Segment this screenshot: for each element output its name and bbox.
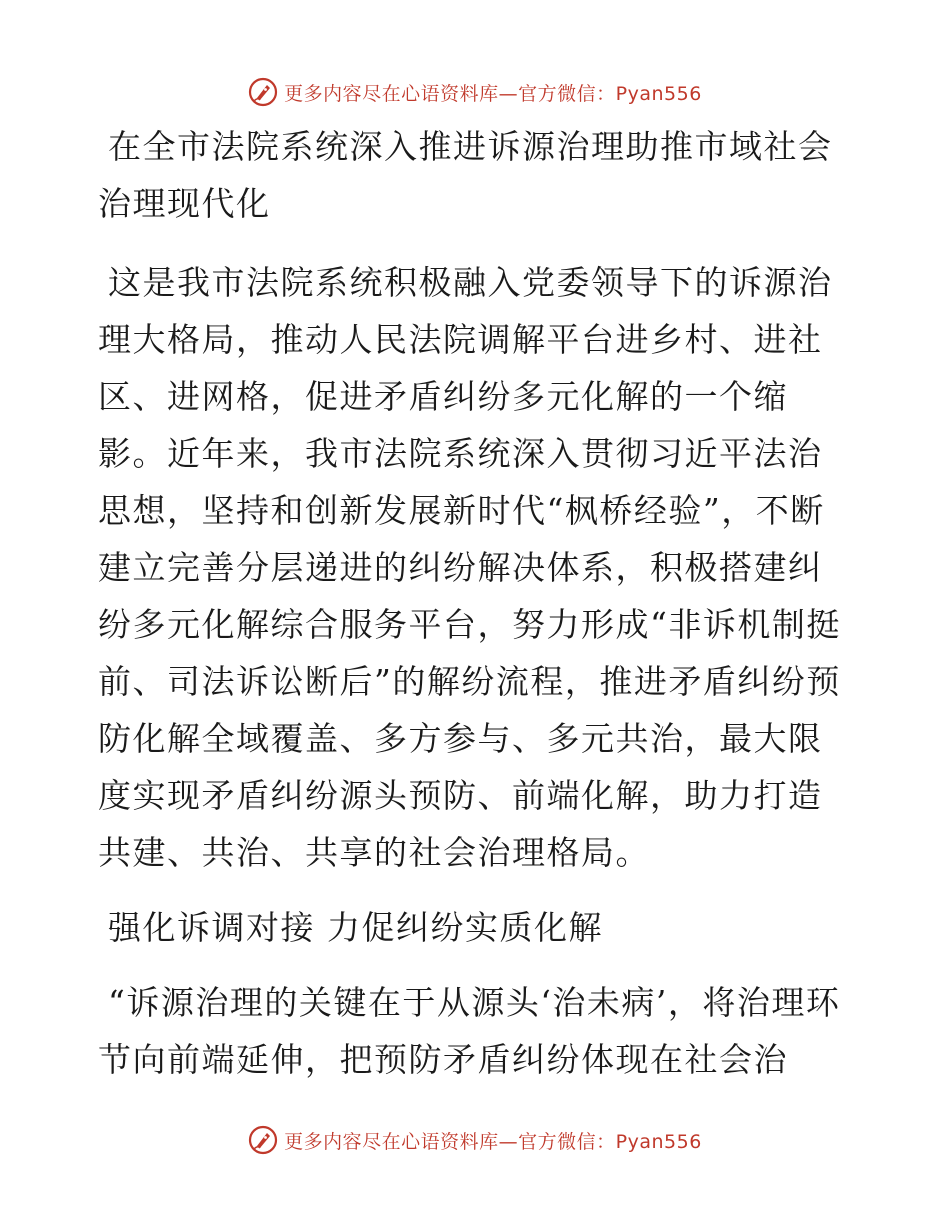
- pen-nib-logo-icon: [248, 77, 278, 107]
- document-body: [98, 118, 850, 1088]
- article-title: 在全市法院系统深入推进诉源治理助推市域社会治理现代化: [98, 127, 833, 223]
- paragraph-2: “诉源治理的关键在于从源头‘治未病’，将治理环节向前端延伸，把预防矛盾纠纷体现在社会治: [98, 983, 841, 1079]
- section-heading: 强化诉调对接 力促纠纷实质化解: [108, 908, 603, 947]
- pen-nib-logo-icon: [248, 1125, 278, 1155]
- header-banner-text: 更多内容尽在心语资料库—官方微信：Pyan556: [284, 82, 702, 105]
- footer-banner-text: 更多内容尽在心语资料库—官方微信：Pyan556: [284, 1130, 702, 1153]
- header-banner: [0, 72, 950, 112]
- footer-banner: [0, 1120, 950, 1160]
- paragraph-1: 这是我市法院系统积极融入党委领导下的诉源治理大格局，推动人民法院调解平台进乡村、进社区、进网格，促进矛盾纠纷多元化解的一个缩影。近年来，我市法院系统深入贯彻习近平法治思想，坚持和创新发展新时代“枫桥经验”，不断建立完善分层递进的纠纷解决体系，积极搭建纠纷多元化解综合服务平台，努力形成“非诉机制挺前、司法诉讼断后”的解纷流程，推进矛盾纠纷预防化解全域覆盖、多方参与、多元共治，最大限度实现矛盾纠纷源头预防、前端化解，助力打造共建、共治、共享的社会治理格局。: [98, 263, 841, 872]
